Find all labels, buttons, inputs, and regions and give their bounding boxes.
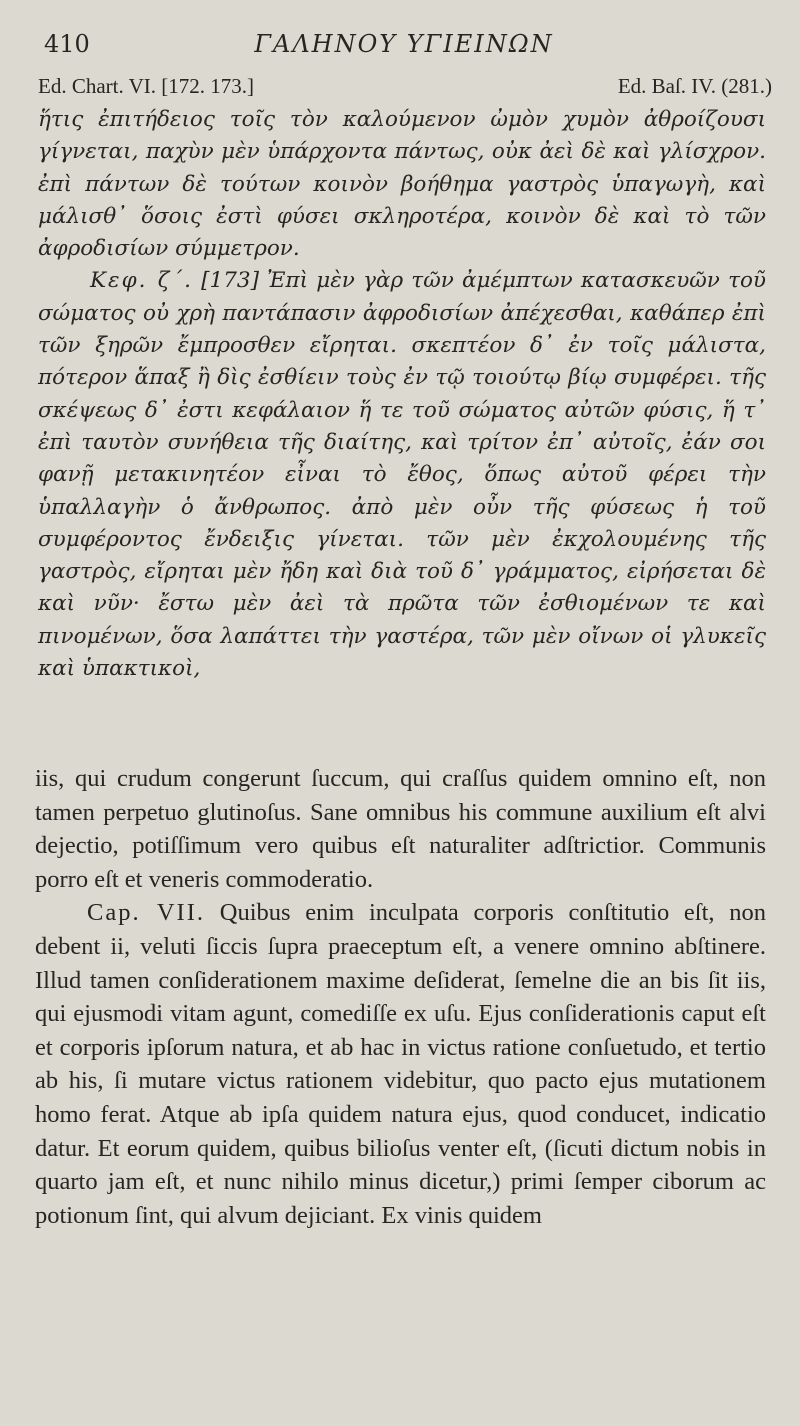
greek-chapter-label: Κεφ. ζ΄.	[90, 268, 193, 294]
greek-text-block	[38, 104, 766, 685]
latin-chapter-paragraph	[35, 896, 766, 1232]
latin-paragraph: iis, qui crudum congerunt ſuccum, qui craſſus quidem omnino eſt, non tamen perpetuo glutinoſus. Sane omnibus his commune auxilium eſt alvi dejectio, potiſſimum vero quibus eſt naturaliter adſtrictior. Communis porro eſt et veneris commoderatio.	[35, 765, 766, 893]
greek-chapter-paragraph	[38, 265, 766, 685]
edition-reference-line	[38, 74, 772, 104]
edition-reference-right: Ed. Baſ. IV. (281.)	[617, 74, 772, 98]
running-title: ΓΑΛΗΝΟΥ ΥΓΙΕΙΝΩΝ	[254, 30, 554, 58]
edition-reference-left: Ed. Chart. VI. [172. 173.]	[38, 74, 254, 98]
latin-chapter-text: Quibus enim inculpata corporis conſtitutio eſt, non debent ii, veluti ſiccis ſupra praeceptum eſt, a venere omnino abſtinere. Illud tamen conſiderationem maxime deſiderat, ſemelne die an bis ſit iis, qui ejusmodi vitam agunt, comediſſe ex uſu. Ejus conſiderationis caput eſt et corporis ipſorum natura, et ab hac in victus ratione conſuetudo, et tertio ab his, ſi mutare victus rationem videbitur, quo pacto ejus mutationem homo ferat. Atque ab ipſa quidem natura ejus, quod conducet, indicatio datur. Et eorum quidem, quibus bilioſus venter eſt, (ſicuti dictum nobis in quarto jam eſt, et nunc nihilo minus dicetur,) primi ſemper ciborum ac potionum ſint, qui alvum dejiciant. Ex vinis quidem	[35, 899, 767, 1229]
page-number: 410	[44, 30, 90, 58]
latin-text-block	[35, 762, 766, 1232]
greek-paragraph: ἥτις ἐπιτήδειος τοῖς τὸν καλούμενον ὠμὸν χυμὸν ἀθροίζουσι γίγνεται, παχὺν μὲν ὑπάρχοντα πάντως, οὐκ ἀεὶ δὲ καὶ γλίσχρον. ἐπὶ πάντων δὲ τούτων κοινὸν βοήθημα γαστρὸς ὑπαγωγὴ, καὶ μάλισθ᾽ ὅσοις ἐστὶ φύσει σκληροτέρα, κοινὸν δὲ καὶ τὸ τῶν ἀφροδισίων σύμμετρον.	[38, 107, 766, 262]
latin-chapter-label: Cap. VII.	[87, 899, 206, 927]
running-head	[38, 26, 770, 62]
greek-chapter-text: [173] Ἐπὶ μὲν γὰρ τῶν ἀμέμπτων κατασκευῶν τοῦ σώματος οὐ χρὴ παντάπασιν ἀφροδισίων ἀπέχεσθαι, καθάπερ ἐπὶ τῶν ξηρῶν ἔμπροσθεν εἴρηται. σκεπτέον δ᾽ ἐν τοῖς μάλιστα, πότερον ἅπαξ ἢ δὶς ἐσθίειν τοὺς ἐν τῷ τοιούτῳ βίῳ συμφέρει. τῆς σκέψεως δ᾽ ἐστι κεφάλαιον ἥ τε τοῦ σώματος αὐτῶν φύσις, ἥ τ᾽ ἐπὶ ταυτὸν συνήθεια τῆς διαίτης, καὶ τρίτον ἐπ᾽ αὐτοῖς, ἐάν σοι φανῇ μετακινητέον εἶναι τὸ ἔθος, ὅπως αὐτοῦ φέρει τὴν ὑπαλλαγὴν ὁ ἄνθρωπος. ἀπὸ μὲν οὖν τῆς φύσεως ἡ τοῦ συμφέροντος ἔνδειξις γίνεται. τῶν μὲν ἐκχολουμένης τῆς γαστρὸς, εἴρηται μὲν ἤδη καὶ διὰ τοῦ δ᾽ γράμματος, εἰρήσεται δὲ καὶ νῦν· ἔστω μὲν ἀεὶ τὰ πρῶτα τῶν ἐσθιομένων τε καὶ πινομένων, ὅσα λαπάττει τὴν γαστέρα, τῶν μὲν οἴνων οἱ γλυκεῖς καὶ ὑπακτικοὶ,	[38, 268, 766, 682]
